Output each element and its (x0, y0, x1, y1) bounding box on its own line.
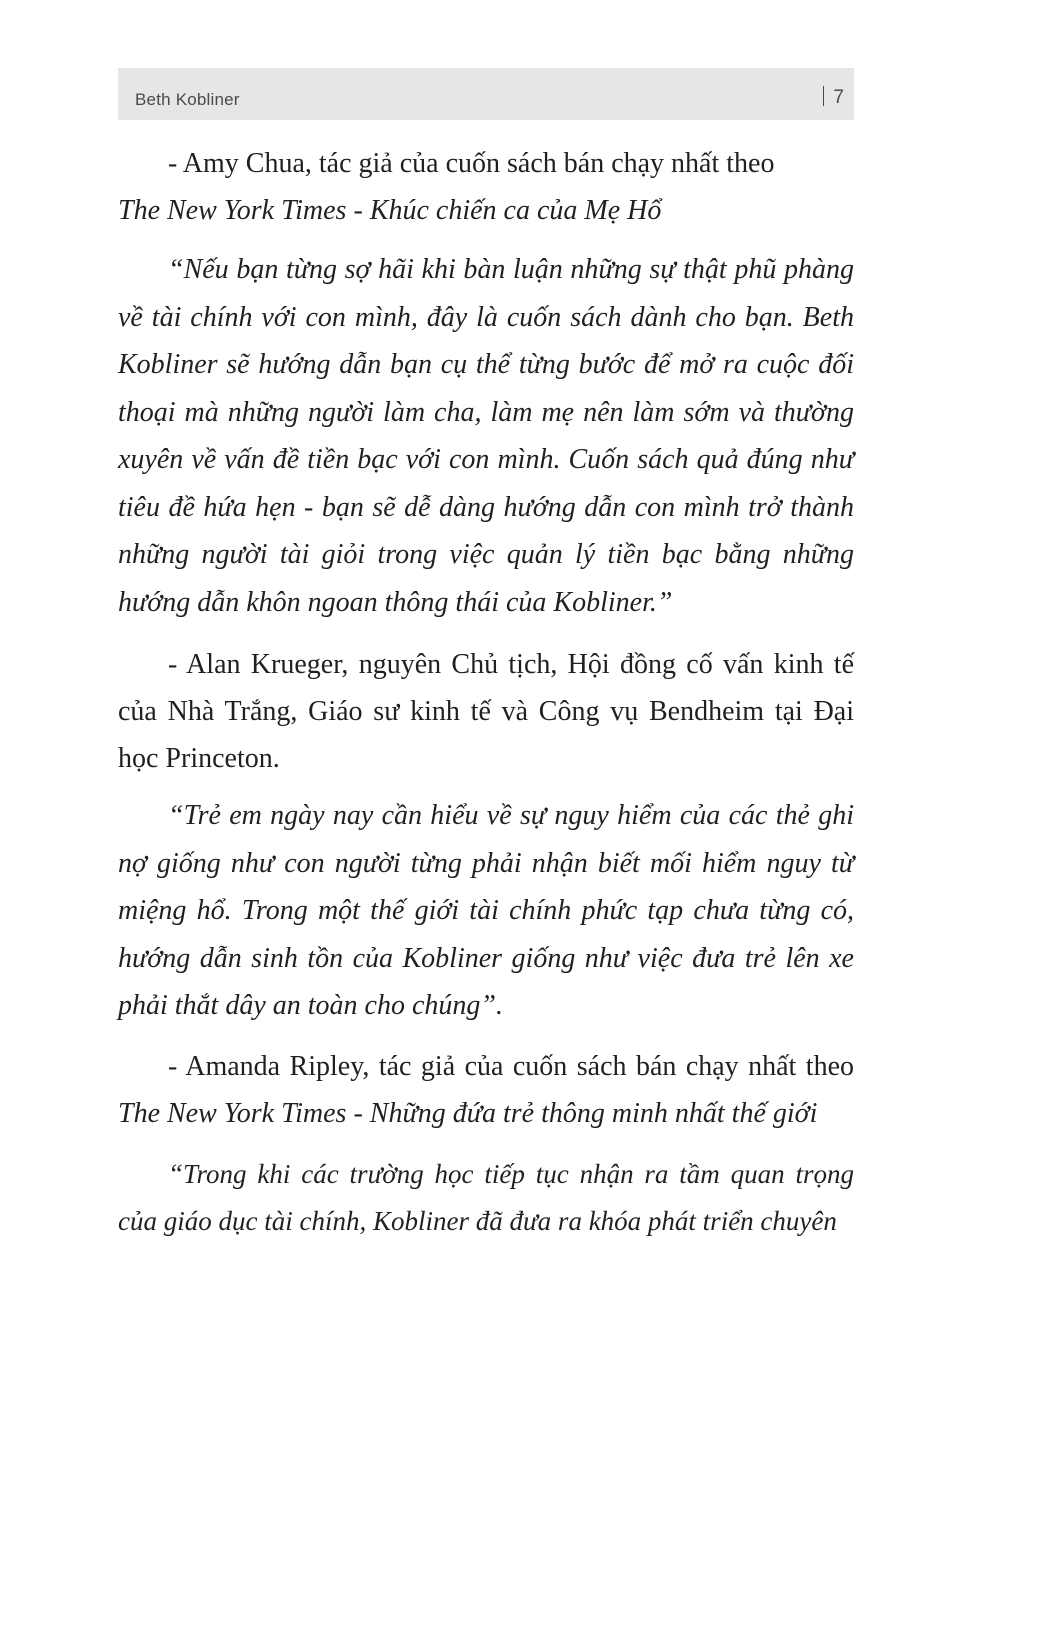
attribution-amy-chua (118, 140, 854, 234)
attribution-amy-chua-text: - Amy Chua, tác giả của cuốn sách bán chạy nhất theo (168, 148, 775, 179)
running-header-author: Beth Kobliner (135, 90, 240, 109)
page-number-value: 7 (833, 87, 844, 108)
attribution-alan-krueger: - Alan Krueger, nguyên Chủ tịch, Hội đồng cố vấn kinh tế của Nhà Trắng, Giáo sư kinh tế và Công vụ Bendheim tại Đại học Princeton. (118, 649, 854, 774)
attribution-amanda-ripley-text: - Amanda Ripley, tác giả của cuốn sách bán chạy nhất theo (168, 1050, 854, 1082)
quote-paragraph-1: “Nếu bạn từng sợ hãi khi bàn luận những sự thật phũ phàng về tài chính với con mình, đây là cuốn sách dành cho bạn. Beth Kobliner sẽ hướng dẫn bạn cụ thể từng bước để mở ra cuộc đối thoại mà những người làm cha, làm mẹ nên làm sớm và thường xuyên về vấn đề tiền bạc với con mình. Cuốn sách quả đúng như tiêu đề hứa hẹn - bạn sẽ dễ dàng hướng dẫn con mình trở thành những người tài giỏi trong việc quản lý tiền bạc bằng những hướng dẫn khôn ngoan thông thái của Kobliner.” (118, 254, 854, 618)
quote-paragraph-3: “Trong khi các trường học tiếp tục nhận ra tầm quan trọng của giáo dục tài chính, Kobliner đã đưa ra khóa phát triển chuyên (118, 1158, 854, 1236)
attribution-amy-chua-source: The New York Times - Khúc chiến ca của Mẹ Hổ (118, 195, 662, 226)
attribution-amanda-ripley-source: The New York Times - Những đứa trẻ thông minh nhất thế giới (118, 1097, 818, 1129)
quote-paragraph-2: “Trẻ em ngày nay cần hiểu về sự nguy hiểm của các thẻ ghi nợ giống như con người từng phải nhận biết mối hiểm nguy từ miệng hổ. Trong một thế giới tài chính phức tạp chưa từng có, hướng dẫn sinh tồn của Kobliner giống như việc đưa trẻ lên xe phải thắt dây an toàn cho chúng”. (118, 800, 854, 1021)
page-number (823, 86, 844, 109)
page-body (118, 140, 854, 1245)
attribution-amanda-ripley (118, 1043, 854, 1137)
page-number-divider (823, 86, 824, 106)
